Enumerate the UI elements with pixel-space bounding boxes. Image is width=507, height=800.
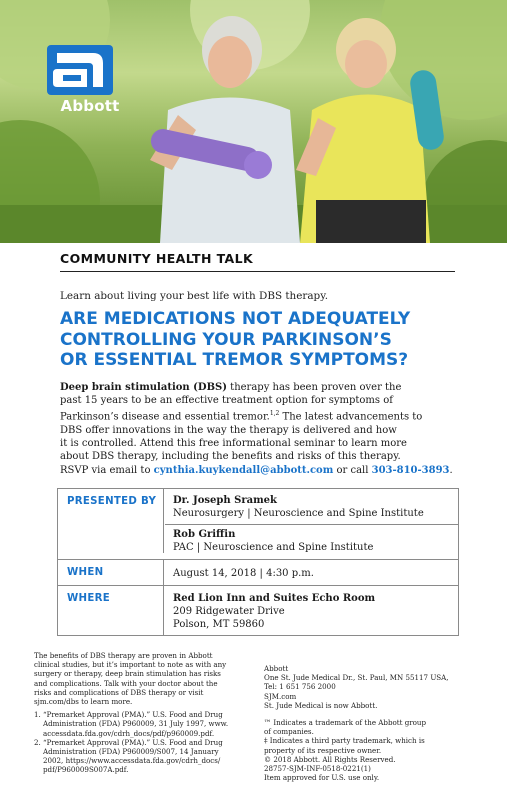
document-code: 28757-SJM-INF-0518-0221(1) [264, 764, 371, 774]
presenter-name: Rob Griffin [173, 529, 236, 540]
body-text: or call [333, 464, 372, 476]
body-paragraph [60, 381, 460, 477]
disclaimer-line: and complications. Talk with your doctor about the [34, 678, 218, 688]
third-party-note: property of its respective owner. [264, 745, 382, 755]
abbott-logo-icon [47, 45, 113, 95]
footer-company-info [264, 664, 479, 782]
company-note: St. Jude Medical is now Abbott. [264, 700, 378, 710]
body-text: RSVP via email to [60, 464, 154, 476]
headline-line: CONTROLLING YOUR PARKINSON’S [60, 329, 392, 350]
hero-illustration [0, 0, 507, 243]
reference-number: 2. [34, 737, 41, 747]
address-line: Polson, MT 59860 [173, 619, 265, 630]
rsvp-phone-link[interactable]: 303-810-3893 [371, 464, 450, 476]
body-text: Parkinson’s disease and essential tremor. [60, 411, 270, 423]
body-text: it is controlled. Attend this free informational seminar to learn more [60, 438, 407, 450]
reference-line: accessdata.fda.gov/cdrh_docs/pdf/p960009.pdf. [43, 728, 215, 738]
trademark-note: ™ Indicates a trademark of the Abbott group [264, 718, 427, 728]
hero-photo [0, 0, 507, 243]
intro-text: Learn about living your best life with DBS therapy. [60, 290, 329, 302]
company-phone[interactable]: Tel: 1 651 756 2000 [264, 682, 336, 692]
disclaimer-line: surgery or therapy, deep brain stimulation has risks [34, 669, 221, 679]
reference-line: “Premarket Approval (PMA).” U.S. Food and Drug [43, 737, 223, 747]
presented-by-row [58, 489, 458, 553]
references-list [34, 710, 254, 774]
reference-number: 1. [34, 710, 41, 720]
third-party-note: ‡ Indicates a third party trademark, which is [264, 736, 425, 746]
reference-line: Administration (FDA) P960009/S007, 14 January [43, 747, 219, 757]
where-row [58, 585, 458, 636]
rsvp-email-link[interactable]: cynthia.kuykendall@abbott.com [153, 464, 334, 476]
company-name: Abbott [264, 664, 289, 673]
body-text: past 15 years to be an effective treatment option for symptoms of [60, 395, 393, 407]
disclaimer-line: The benefits of DBS therapy are proven in Abbott [34, 651, 213, 660]
company-website[interactable]: SJM.com [264, 691, 297, 701]
body-text: The latest advancements to [279, 411, 423, 423]
approval-note: Item approved for U.S. use only. [264, 773, 380, 783]
presenters-cell [165, 489, 458, 553]
presenter-title: PAC | Neuroscience and Spine Institute [173, 542, 374, 553]
disclaimer-line: risks and complications of DBS therapy or visit [34, 687, 204, 697]
headline-line: ARE MEDICATIONS NOT ADEQUATELY [60, 309, 411, 329]
venue-name: Red Lion Inn and Suites Echo Room [173, 593, 376, 604]
abbott-wordmark: Abbott [60, 97, 120, 115]
presenter-title: Neurosurgery | Neuroscience and Spine Institute [173, 508, 424, 519]
citation-marker: 1,2 [269, 410, 280, 418]
section-title: COMMUNITY HEALTH TALK [60, 251, 254, 266]
body-text: DBS offer innovations in the way the therapy is delivered and how [60, 424, 397, 436]
event-details-table [57, 488, 459, 636]
when-value: August 14, 2018 | 4:30 p.m. [173, 568, 314, 579]
where-label: WHERE [58, 586, 164, 636]
reference-item [34, 710, 254, 738]
headline-line: OR ESSENTIAL TREMOR SYMPTOMS? [60, 350, 409, 370]
reference-line: pdf/P960009S007A.pdf. [43, 765, 129, 775]
where-cell [165, 586, 458, 636]
trademark-note: of companies. [264, 727, 314, 737]
footer-disclaimer [34, 651, 254, 775]
body-text: . [449, 464, 453, 476]
disclaimer-line: clinical studies, but it’s important to note as with any [34, 660, 227, 670]
company-address: One St. Jude Medical Dr., St. Paul, MN 55117 USA, [264, 673, 449, 683]
reference-line: 2002, https://www.accessdata.fda.gov/cdrh_docs/ [43, 756, 221, 766]
presenter-name: Dr. Joseph Sramek [173, 495, 277, 506]
presented-by-label: PRESENTED BY [58, 489, 164, 553]
divider [165, 524, 458, 525]
body-text: therapy has been proven over the [227, 382, 402, 393]
divider [60, 271, 455, 272]
reference-line: “Premarket Approval (PMA).” U.S. Food and Drug [43, 710, 223, 720]
body-text: about DBS therapy, including the benefits and risks of this therapy. [60, 451, 401, 463]
reference-item [34, 738, 254, 775]
address-line: 209 Ridgewater Drive [173, 606, 285, 617]
reference-line: Administration (FDA) P960009, 31 July 1997, www. [43, 719, 229, 729]
when-label: WHEN [58, 560, 164, 585]
disclaimer-line: sjm.com/dbs to learn more. [34, 697, 133, 707]
when-row [58, 559, 458, 585]
copyright: © 2018 Abbott. All Rights Reserved. [264, 754, 396, 764]
headline [60, 309, 480, 371]
body-lead: Deep brain stimulation (DBS) [60, 382, 227, 393]
abbott-logo [47, 45, 133, 120]
